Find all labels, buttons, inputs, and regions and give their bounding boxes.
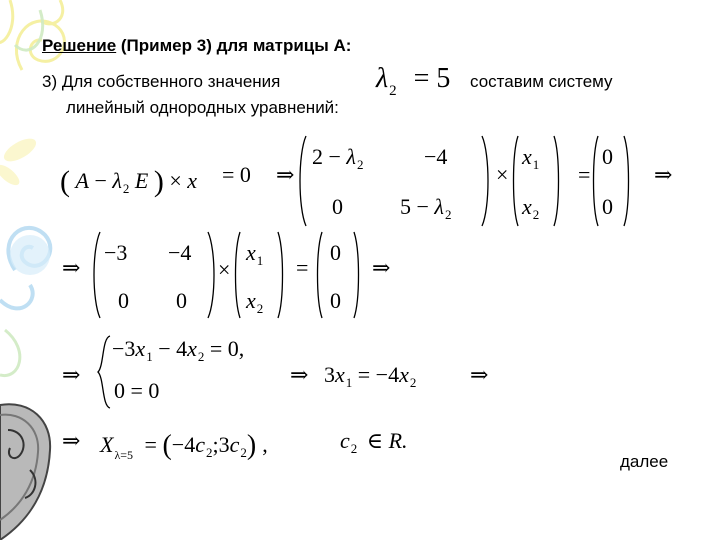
step4-domain: $c_2$ ∈ R. xyxy=(340,428,408,456)
step1-r1: 0 xyxy=(602,144,613,169)
step3-implies3: ⇒ xyxy=(470,362,489,387)
step1-m21: 0 xyxy=(332,194,343,219)
step2-m22: 0 xyxy=(176,288,187,313)
step2-v1: $x_1$ xyxy=(246,240,264,268)
step2-times: × xyxy=(218,257,231,282)
step3-implies: ⇒ xyxy=(62,362,81,387)
step2-r1: 0 xyxy=(330,240,341,265)
step1-implies2: ⇒ xyxy=(654,162,673,187)
next-link[interactable]: далее xyxy=(620,452,669,471)
step1-m11: $2 - \lambda_2$ xyxy=(312,144,364,172)
step3-eq1: $-3x_1 - 4x_2 = 0$, xyxy=(112,336,245,364)
step1-lhs: ( $A - \lambda_2$ E ) × x xyxy=(60,165,198,198)
step3-result: $3x_1 = -4x_2$ xyxy=(324,362,417,390)
step2-m12: −4 xyxy=(168,240,192,265)
step2-m21: 0 xyxy=(118,288,129,313)
eigenvalue-expression xyxy=(376,63,451,99)
step2-implies2: ⇒ xyxy=(372,255,391,280)
step3-eq2: 0 = 0 xyxy=(114,378,160,403)
step3-implies2: ⇒ xyxy=(290,362,309,387)
step4-implies: ⇒ xyxy=(62,428,81,453)
intro-line1-prefix: 3) Для собственного значения xyxy=(42,72,281,91)
intro-line1-suffix: составим систему xyxy=(470,72,613,91)
heading-rest: (Пример 3) для матрицы А: xyxy=(116,36,352,55)
step1-times: × xyxy=(496,162,509,187)
step4-expression: $X_{\lambda=5}$ = $(-4c_2;3c_2)$ , xyxy=(100,430,268,462)
heading-underlined: Решение xyxy=(42,36,117,55)
step2-r2: 0 xyxy=(330,288,341,313)
step2-eq: = xyxy=(296,255,309,280)
step2-v2: $x_2$ xyxy=(246,288,264,316)
intro-line2: линейный однородных уравнений: xyxy=(66,98,339,117)
step1-v2: $x_2$ xyxy=(522,194,540,222)
step1-r2: 0 xyxy=(602,194,613,219)
eigen-eq: = 5 xyxy=(413,63,451,94)
heading xyxy=(42,36,351,56)
step1-eq: = xyxy=(578,162,591,187)
step1-m12: −4 xyxy=(424,144,448,169)
matrix-A: A xyxy=(75,168,89,193)
step1-m22: $5 - \lambda_2$ xyxy=(400,194,452,222)
step1-v1: $x_1$ xyxy=(522,144,540,172)
step1-eq-zero: = 0 xyxy=(222,162,251,187)
matrix-E: E xyxy=(134,168,149,193)
step1-implies: ⇒ xyxy=(276,162,295,187)
step2-implies: ⇒ xyxy=(62,255,81,280)
step2-m11: −3 xyxy=(104,240,128,265)
eigen-sub: 2 xyxy=(389,83,397,99)
eigen-lambda: λ xyxy=(376,63,389,94)
